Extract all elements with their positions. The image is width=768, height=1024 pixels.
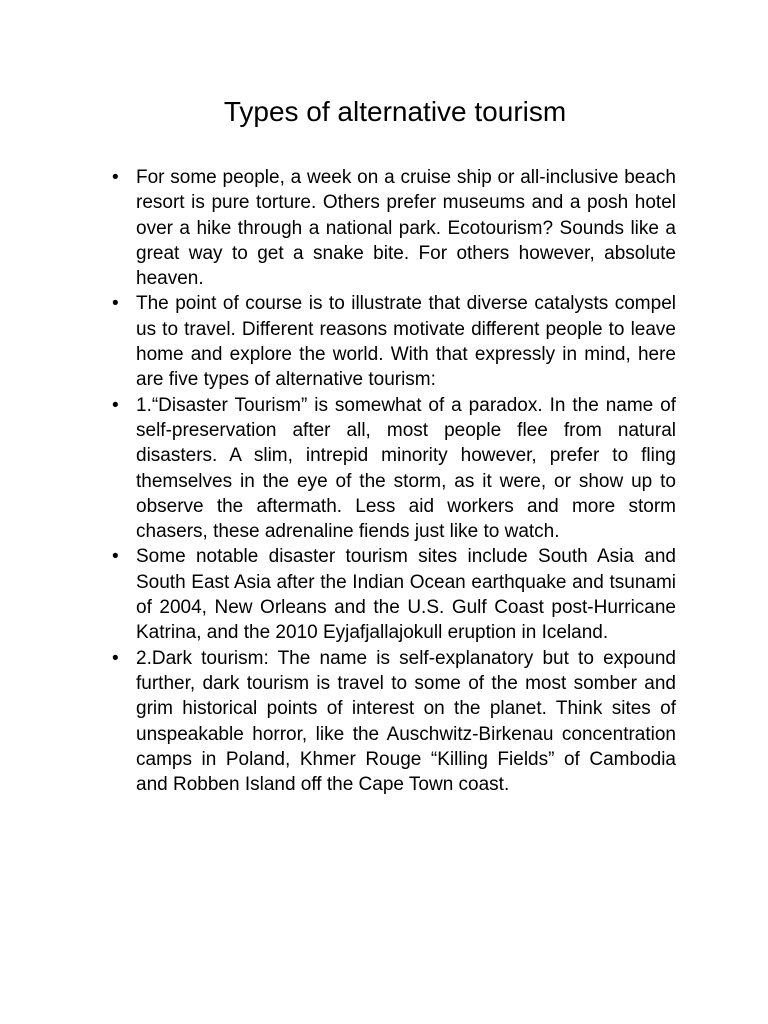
bullet-icon: • — [112, 167, 119, 188]
list-item — [112, 291, 676, 392]
paragraph-text: 2.Dark tourism: The name is self-explanatory but to expound further, dark tourism is travel to some of the most somber and grim historical points of interest on the planet. Think sites of unspeakable horror, like the Auschwitz-Birkenau concentration camps in Poland, Khmer Rouge “Killing Fields” of Cambodia and Robben Island off the Cape Town coast. — [136, 647, 676, 796]
bullet-list — [112, 165, 676, 797]
paragraph-text: The point of course is to illustrate that diverse catalysts compel us to travel. Different reasons motivate different people to leave home and explore the world. With that expressly in mind, here are five types of alternative tourism: — [136, 293, 676, 391]
bullet-icon: • — [112, 293, 119, 315]
bullet-icon: • — [112, 394, 119, 416]
bullet-icon: • — [112, 546, 119, 568]
paragraph-text: For some people, a week on a cruise ship or all-inclusive beach resort is pure torture. Others prefer museums and a posh hotel over a hike through a national park. Ecotourism? Sounds like a great way to get a snake bite. For others however, absolute heaven. — [136, 167, 676, 290]
list-item — [112, 165, 676, 291]
bullet-icon: • — [112, 647, 119, 669]
paragraph-text: Some notable disaster tourism sites include South Asia and South East Asia after the Indian Ocean earthquake and tsunami of 2004, New Orleans and the U.S. Gulf Coast post-Hurricane Katrina, and the 2010 Eyjafjallajokull eruption in Iceland. — [136, 546, 676, 644]
page-title: Types of alternative tourism — [223, 96, 567, 127]
paragraph-text: 1.“Disaster Tourism” is somewhat of a paradox. In the name of self-preservation after all, most people flee from natural disasters. A slim, intrepid minority however, prefer to fling themselves in the eye of the storm, as it were, or show up to observe the aftermath. Less aid workers and more storm chasers, these adrenaline fiends just like to watch. — [136, 394, 676, 543]
list-item — [112, 544, 676, 645]
list-item — [112, 393, 676, 545]
list-item — [112, 646, 676, 798]
